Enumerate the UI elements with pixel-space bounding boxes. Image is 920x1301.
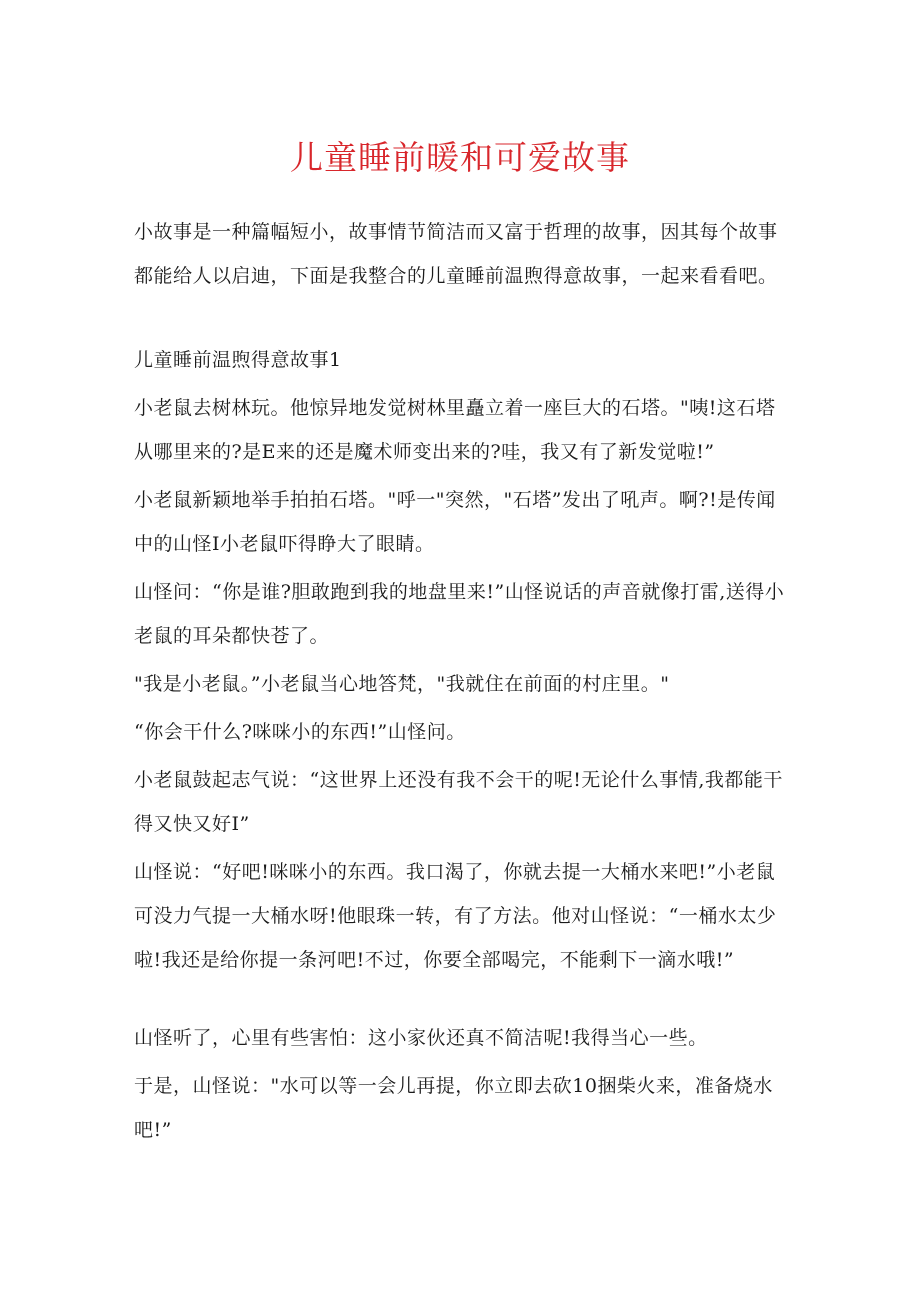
story-paragraph: 山怪说：“好吧!咪咪小的东西。我口渴了，你就去提一大桶水来吧!”小老鼠可没力气提一大桶水呀!他眼珠一转，有了方法。他对山怪说：“一桶水太少啦!我还是给你提一条河吧!不过，你要全部喝完，不能剩下一滴水哦!”: [134, 861, 777, 971]
page-title: 儿童睡前暖和可爱故事: [290, 138, 630, 177]
story-paragraph: “你会干什么?咪咪小的东西!”山怪问。: [134, 721, 466, 743]
story-paragraph: 山怪听了，心里有些害怕：这小家伙还真不简洁呢!我得当心一些。: [134, 1027, 708, 1049]
section-heading: 儿童睡前温煦得意故事1: [134, 349, 342, 371]
document-body: [134, 210, 794, 1156]
story-paragraph: 于是，山怪说："水可以等一会儿再提，你立即去砍10捆柴火来，准备烧水吧!”: [134, 1075, 773, 1141]
story-paragraph: "我是小老鼠。”小老鼠当心地答梵，"我就住在前面的村庄里。": [134, 673, 670, 695]
story-paragraph: 小老鼠新颖地举手拍拍石塔。"呼一"突然，"石塔”发出了吼声。啊?!是传闻中的山怪I小老鼠吓得睁大了眼睛。: [134, 489, 776, 555]
story-paragraph: 小老鼠鼓起志气说：“这世界上还没有我不会干的呢!无论什么事情,我都能干得又快又好I”: [134, 769, 783, 835]
story-paragraph: 山怪问：“你是谁?胆敢跑到我的地盘里来!”山怪说话的声音就像打雷,送得小老鼠的耳朵都快苍了。: [134, 581, 785, 647]
intro-paragraph: 小故事是一种篇幅短小，故事情节简洁而又富于哲理的故事，因其每个故事都能给人以启迪，下面是我整合的儿童睡前温煦得意故事，一起来看看吧。: [134, 221, 778, 287]
story-paragraph: 小老鼠去树林玩。他惊异地发觉树林里矗立着一座巨大的石塔。"咦!这石塔从哪里来的?是E来的还是魔术师变出来的?哇，我又有了新发觉啦!”: [134, 397, 776, 463]
